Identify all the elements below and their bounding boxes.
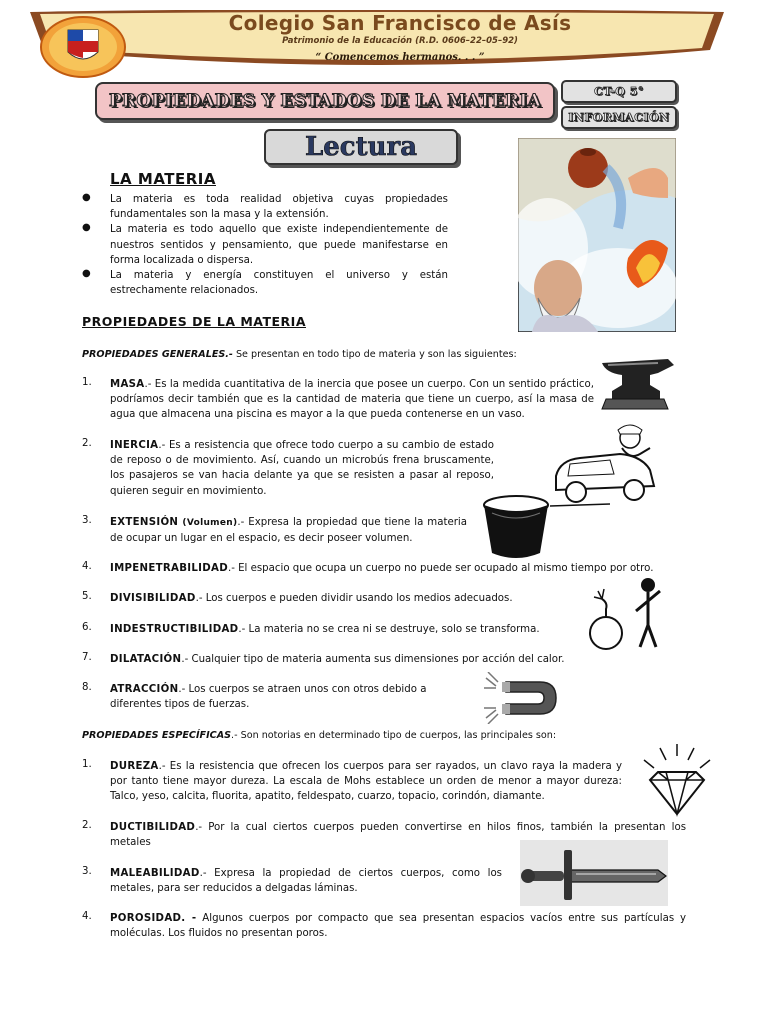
generales-intro <box>82 347 682 362</box>
school-name: Colegio San Francisco de Asís <box>228 11 572 35</box>
list-item <box>82 222 448 268</box>
item-term: MASA <box>110 379 145 390</box>
materia-bullet-text: La materia es todo aquello que existe independientemente de nuestros sentidos y pensamiento, que puede manifestarse en forma localizada o dispersa. <box>110 224 448 266</box>
sword-icon <box>520 840 668 906</box>
item-description: .- Es a resistencia que ofrece todo cuerpo a su cambio de estado de reposo o de movimiento. Así, cuando un microbús frena bruscamente, los pasajeros se van hacia delante ya que se resisten a pasar al reposo, quieren seguir en movimiento. <box>110 440 494 497</box>
info-tag-label: INFORMACIÓN <box>568 111 670 124</box>
magnet-icon <box>482 672 560 724</box>
materia-bullet-text: La materia es toda realidad objetiva cuyas propiedades fundamentales son la masa y la extensión. <box>110 194 448 221</box>
school-motto: “ Comencemos hermanos. . . ” <box>315 52 485 63</box>
item-text <box>110 682 442 712</box>
bomb-figure-icon <box>586 575 676 651</box>
school-patrimony: Patrimonio de la Educación (R.D. 0606–22–05–92) <box>282 36 518 46</box>
materia-bullet-list <box>82 192 448 298</box>
school-crest <box>40 16 126 78</box>
item-number: 1. <box>82 377 92 388</box>
generales-label: PROPIEDADES GENERALES.- <box>82 349 233 360</box>
item-number: 8. <box>82 682 92 693</box>
item-term: IMPENETRABILIDAD <box>110 563 228 574</box>
list-item <box>82 561 682 576</box>
item-number: 3. <box>82 515 92 526</box>
item-number: 2. <box>82 820 92 831</box>
item-number: 3. <box>82 866 92 877</box>
list-item <box>82 268 448 298</box>
list-item <box>82 682 442 712</box>
item-term: MALEABILIDAD <box>110 868 200 879</box>
item-text <box>110 591 582 606</box>
item-term: DUCTIBILIDAD <box>110 822 196 833</box>
item-term: ATRACCIÓN <box>110 684 179 695</box>
list-item <box>82 866 502 896</box>
materia-heading: LA MATERIA <box>110 170 216 188</box>
item-number: 2. <box>82 438 92 449</box>
item-term: DUREZA <box>110 761 159 772</box>
philosopher-illustration <box>518 138 676 332</box>
list-item <box>82 759 622 805</box>
item-description: Algunos cuerpos por compacto que sea presentan espacios vacíos entre sus partículas y moléculas. Los fluidos no presentan poros. <box>110 913 687 940</box>
bullet-icon: ● <box>82 222 91 234</box>
list-item <box>82 911 686 941</box>
item-term: DIVISIBILIDAD <box>110 593 196 604</box>
list-item <box>82 652 602 667</box>
bucket-icon <box>482 493 550 561</box>
item-description: .- Expresa la propiedad que tiene la materia de ocupar un lugar en el espacio, es decir poseer volumen. <box>110 517 467 545</box>
item-number: 5. <box>82 591 92 602</box>
car-driver-icon <box>550 420 660 510</box>
item-number: 1. <box>82 759 92 770</box>
item-description: .- Los cuerpos se atraen unos con otros debido a diferentes tipos de fuerzas. <box>110 684 427 711</box>
item-text <box>110 515 467 546</box>
bullet-icon: ● <box>82 268 91 280</box>
lectura-label: Lectura <box>304 132 418 162</box>
list-item <box>82 438 494 499</box>
item-description: .- Expresa la propiedad de ciertos cuerpos, como los metales, para ser reducidos a delgadas láminas. <box>110 868 502 895</box>
anvil-icon <box>598 355 676 413</box>
item-term: INERCIA <box>110 440 159 451</box>
item-text <box>110 438 494 499</box>
item-description: .- Los cuerpos e pueden dividir usando los medios adecuados. <box>195 593 513 604</box>
item-term-extra: (Volumen) <box>178 518 238 528</box>
item-text <box>110 561 682 576</box>
item-term: POROSIDAD. - <box>110 913 197 924</box>
especificas-label: PROPIEDADES ESPECÍFICAS <box>82 730 232 741</box>
item-text <box>110 911 686 941</box>
list-item <box>82 591 582 606</box>
item-term: DILATACIÓN <box>110 654 182 665</box>
item-text <box>110 759 622 805</box>
info-tag <box>561 106 677 129</box>
item-number: 7. <box>82 652 92 663</box>
propiedades-heading: PROPIEDADES DE LA MATERIA <box>82 314 306 329</box>
item-number: 4. <box>82 561 92 572</box>
materia-bullet-text: La materia y energía constituyen el universo y están estrechamente relacionados. <box>110 270 448 297</box>
diamond-icon <box>640 742 714 818</box>
item-number: 6. <box>82 622 92 633</box>
list-item <box>82 192 448 222</box>
document-title-box <box>95 82 555 120</box>
bullet-icon: ● <box>82 192 91 203</box>
item-description: .- Es la medida cuantitativa de la inercia que posee un cuerpo. Con un sentido práctico, podríamos decir también que es la cantidad de materia que tiene un cuerpo, así la masa de agua que almacena una piscina es mayor a la que pueda contenerse en un vaso. <box>110 379 594 421</box>
item-description: .- Cualquier tipo de materia aumenta sus dimensiones por acción del calor. <box>181 654 565 665</box>
item-text <box>110 866 502 896</box>
item-number: 4. <box>82 911 92 922</box>
especificas-text: .- Son notorias en determinado tipo de cuerpos, las principales son: <box>231 730 557 741</box>
item-description: .- La materia no se crea ni se destruye, solo se transforma. <box>238 624 540 635</box>
course-tag-label: CT-Q 5° <box>594 85 644 98</box>
item-text <box>110 652 602 667</box>
list-item <box>82 622 582 637</box>
item-text <box>110 377 594 423</box>
list-item <box>82 515 467 546</box>
item-description: .- Es la resistencia que ofrecen los cuerpos para ser rayados, un clavo raya la madera y por tanto tiene mayor dureza. La escala de Mohs establece un orden de menor a mayor dureza: Talco, yeso, calcita, fluorita, apatito, feldespato, cuarzo, topacio, corindón, diamante. <box>110 761 622 803</box>
list-item <box>82 377 594 423</box>
document-title: PROPIEDADES Y ESTADOS DE LA MATERIA <box>108 91 542 111</box>
item-term: EXTENSIÓN <box>110 517 179 528</box>
generales-text: Se presentan en todo tipo de materia y son las siguientes: <box>232 349 517 360</box>
lectura-box <box>264 129 458 165</box>
item-text <box>110 622 582 637</box>
item-term: INDESTRUCTIBILIDAD <box>110 624 239 635</box>
course-tag <box>561 80 677 103</box>
item-description: .- El espacio que ocupa un cuerpo no puede ser ocupado al mismo tiempo por otro. <box>227 563 654 574</box>
especificas-intro <box>82 728 682 743</box>
item-description: .- Por la cual ciertos cuerpos pueden convertirse en hilos finos, también la presentan los metales <box>110 822 686 849</box>
